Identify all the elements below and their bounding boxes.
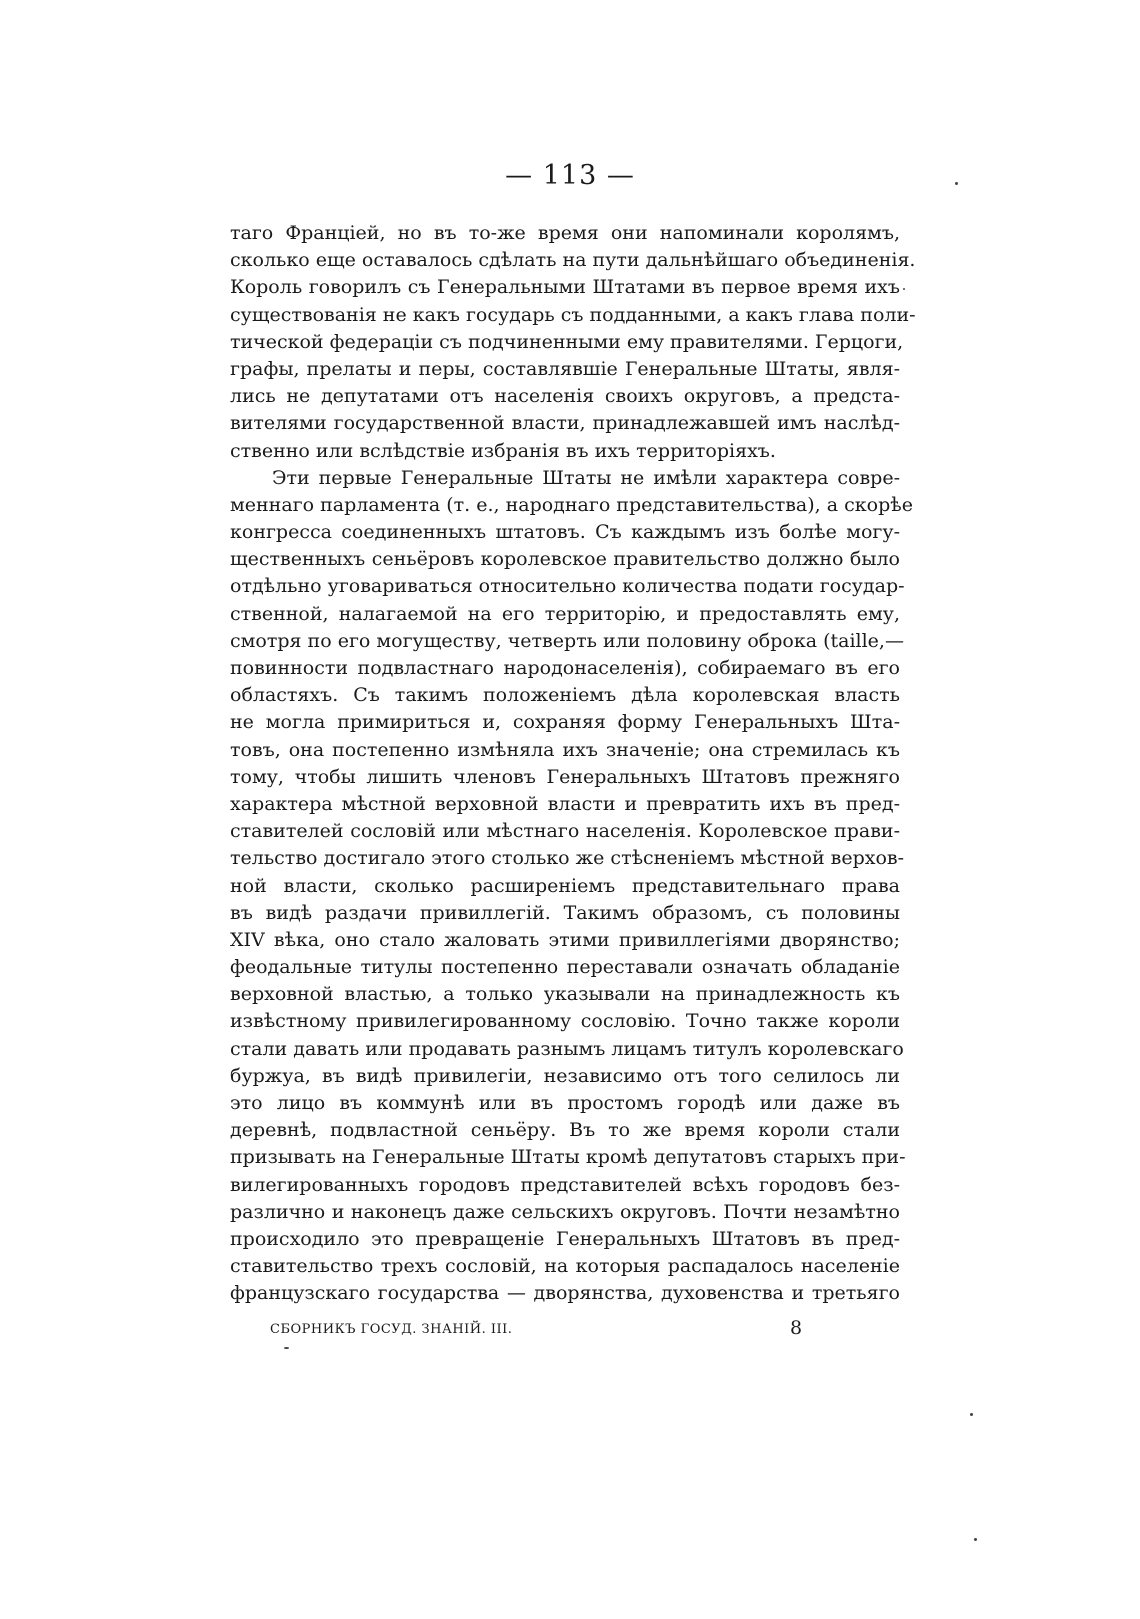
text-line: товъ, она постепенно измѣняла ихъ значеніе; она стремилась къ [230, 738, 900, 761]
text-line: вилегированныхъ городовъ представителей всѣхъ городовъ без- [230, 1173, 900, 1196]
text-line: тической федераціи съ подчиненными ему правителями. Герцоги, [230, 330, 904, 353]
text-line: различно и наконецъ даже сельскихъ округовъ. Почти незамѣтно [230, 1200, 900, 1223]
text-line: извѣстному привилегированному сословію. Точно также короли [230, 1010, 900, 1033]
sheet-number: 8 [790, 1317, 803, 1339]
text-line: сколько еще оставалось сдѣлать на пути дальнѣйшаго объединенія. [230, 249, 916, 272]
text-line: ной власти, сколько расширеніемъ представительнаго права [230, 874, 900, 897]
text-line: меннаго парламента (т. е., народнаго представительства), а скорѣе [230, 493, 913, 516]
text-line: щественныхъ сеньёровъ королевское правительство должно было [230, 548, 900, 571]
text-line: не могла примириться и, сохраняя форму Генеральныхъ Шта- [230, 711, 900, 734]
text-line: ственной, налагаемой на его территорію, и предоставлять ему, [230, 602, 900, 625]
text-line: въ видѣ раздачи привиллегій. Такимъ образомъ, съ половины [230, 901, 900, 924]
text-line: происходило это превращеніе Генеральныхъ Штатовъ въ пред- [230, 1227, 900, 1250]
text-line: Король говорилъ съ Генеральными Штатами въ первое время ихъ [230, 276, 900, 299]
scan-speck [974, 1538, 977, 1541]
text-line: XIV вѣка, оно стало жаловать этими привиллегіями дворянство; [230, 928, 900, 951]
text-line: повинности подвластнаго народонаселенія), собираемаго въ его [230, 657, 900, 679]
body-text [230, 220, 916, 1308]
text-line: ственно или вслѣдствіе избранія въ ихъ территоріяхъ. [230, 439, 776, 462]
text-line: графы, прелаты и перы, составлявшіе Генеральные Штаты, явля- [230, 357, 900, 380]
text-line: вителями государственной власти, принадлежавшей имъ наслѣд- [230, 412, 900, 435]
scan-speck [970, 1413, 973, 1416]
text-line: отдѣльно уговариваться относительно количества подати государ- [230, 575, 905, 598]
text-line: буржуа, въ видѣ привилегіи, независимо отъ того селилось ли [230, 1064, 900, 1087]
printer-signature: СБОРНИКЪ ГОСУД. ЗНАНІЙ. III. [270, 1322, 513, 1337]
text-line: ставительство трехъ сословій, на которыя распадалось населеніе [230, 1255, 900, 1278]
paragraph-start-line: Эти первые Генеральные Штаты не имѣли характера совре- [272, 466, 900, 489]
text-line: конгресса соединенныхъ штатовъ. Съ каждымъ изъ болѣе могу- [230, 521, 900, 544]
text-line: это лицо въ коммунѣ или въ простомъ городѣ или даже въ [230, 1092, 900, 1114]
text-line: феодальные титулы постепенно переставали означать обладаніе [230, 956, 900, 979]
text-line: тельство достигало этого столько же стѣсненіемъ мѣстной верхов- [230, 847, 905, 870]
text-line: таго Франціей, но въ то-же время они напоминали королямъ, [230, 222, 900, 244]
scan-speck [284, 1347, 289, 1349]
text-line: деревнѣ, подвластной сеньёру. Въ то же время короли стали [230, 1119, 900, 1142]
text-line: верховной властью, а только указывали на принадлежность къ [230, 983, 900, 1006]
text-line: лись не депутатами отъ населенія своихъ округовъ, а предста- [230, 385, 900, 408]
scan-speck [903, 288, 905, 290]
page-number: — 113 — [505, 160, 635, 191]
text-line: тому, чтобы лишить членовъ Генеральныхъ Штатовъ прежняго [230, 765, 900, 788]
text-line: областяхъ. Съ такимъ положеніемъ дѣла королевская власть [230, 684, 900, 707]
text-line: ставителей сословій или мѣстнаго населенія. Королевское прави- [230, 820, 900, 843]
text-line: существованія не какъ государь съ подданными, а какъ глава поли- [230, 303, 916, 326]
scan-speck [955, 182, 958, 185]
text-line: призывать на Генеральные Штаты кромѣ депутатовъ старыхъ при- [230, 1146, 906, 1169]
text-line: характера мѣстной верховной власти и превратить ихъ въ пред- [230, 792, 900, 815]
text-line: смотря по его могуществу, четверть или половину оброка (taille,— [230, 629, 904, 652]
text-line: стали давать или продавать разнымъ лицамъ титулъ королевскаго [230, 1037, 904, 1060]
text-line: французскаго государства — дворянства, духовенства и третьяго [230, 1282, 900, 1305]
